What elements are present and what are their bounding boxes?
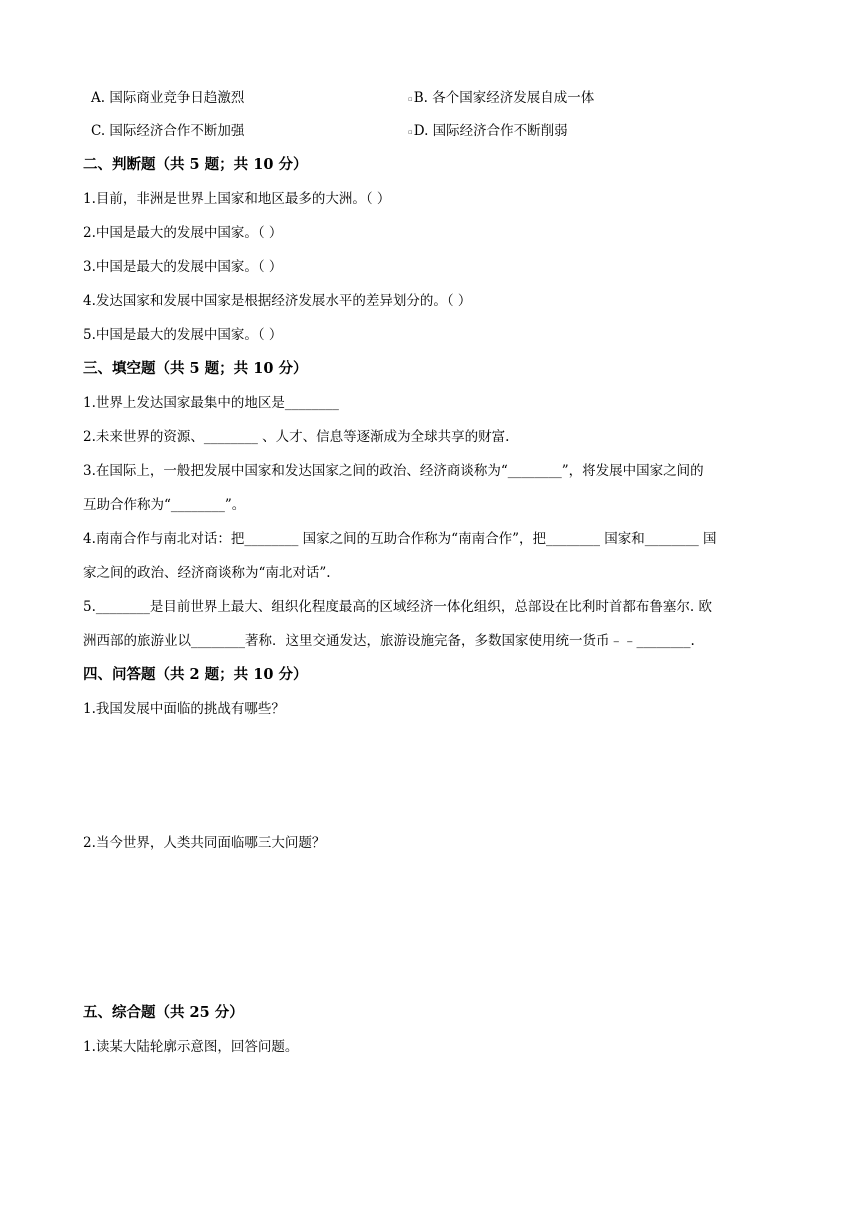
fill-question-4-line-1: 4.南南合作与南北对话：把________ 国家之间的互助合作称为“南南合作”，把________ 国家和________ 国 [83, 531, 717, 547]
judgement-question-2: 2.中国是最大的发展中国家。（ ） [83, 225, 283, 241]
fill-question-5-line-2: 洲西部的旅游业以________著称．这里交通发达，旅游设施完备，多数国家使用统一货币﹣﹣________. [83, 633, 695, 649]
option-a: A. 国际商业竞争日趋激烈 [91, 90, 245, 106]
fill-question-5-line-1: 5.________是目前世界上最大、组织化程度最高的区域经济一体化组织，总部设在比利时首都布鲁塞尔. 欧 [83, 599, 712, 615]
fill-question-3-line-1: 3.在国际上，一般把发展中国家和发达国家之间的政治、经济商谈称为“________”，将发展中国家之间的 [83, 463, 704, 479]
option-marker-icon: ▫ [408, 94, 413, 103]
option-marker-icon: ▫ [408, 127, 413, 136]
section-heading-comprehensive: 五、综合题（共 25 分） [83, 1004, 244, 1021]
fill-question-2: 2.未来世界的资源、________ 、人才、信息等逐渐成为全球共享的财富. [83, 429, 510, 445]
judgement-question-4: 4.发达国家和发展中国家是根据经济发展水平的差异划分的。（ ） [83, 293, 472, 309]
option-b [408, 88, 594, 109]
section-heading-fill-blank: 三、填空题（共 5 题；共 10 分） [83, 360, 308, 377]
fill-question-4-line-2: 家之间的政治、经济商谈称为“南北对话”. [83, 565, 331, 581]
comprehensive-question-1: 1.读某大陆轮廓示意图，回答问题。 [83, 1039, 299, 1055]
section-heading-judgement: 二、判断题（共 5 题；共 10 分） [83, 156, 308, 173]
section-heading-qa: 四、问答题（共 2 题；共 10 分） [83, 666, 308, 683]
option-c: C. 国际经济合作不断加强 [91, 123, 245, 139]
qa-question-1: 1.我国发展中面临的挑战有哪些？ [83, 701, 285, 717]
fill-question-1: 1.世界上发达国家最集中的地区是________ [83, 395, 339, 411]
judgement-question-1: 1.目前，非洲是世界上国家和地区最多的大洲。（ ） [83, 191, 391, 207]
judgement-question-3: 3.中国是最大的发展中国家。（ ） [83, 259, 283, 275]
option-b-text: B. 各个国家经济发展自成一体 [413, 90, 595, 106]
judgement-question-5: 5.中国是最大的发展中国家。（ ） [83, 327, 283, 343]
qa-question-2: 2.当今世界，人类共同面临哪三大问题？ [83, 835, 326, 851]
option-d-text: D. 国际经济合作不断削弱 [413, 123, 568, 139]
option-d [408, 121, 568, 142]
fill-question-3-line-2: 互助合作称为“________”。 [83, 497, 246, 513]
